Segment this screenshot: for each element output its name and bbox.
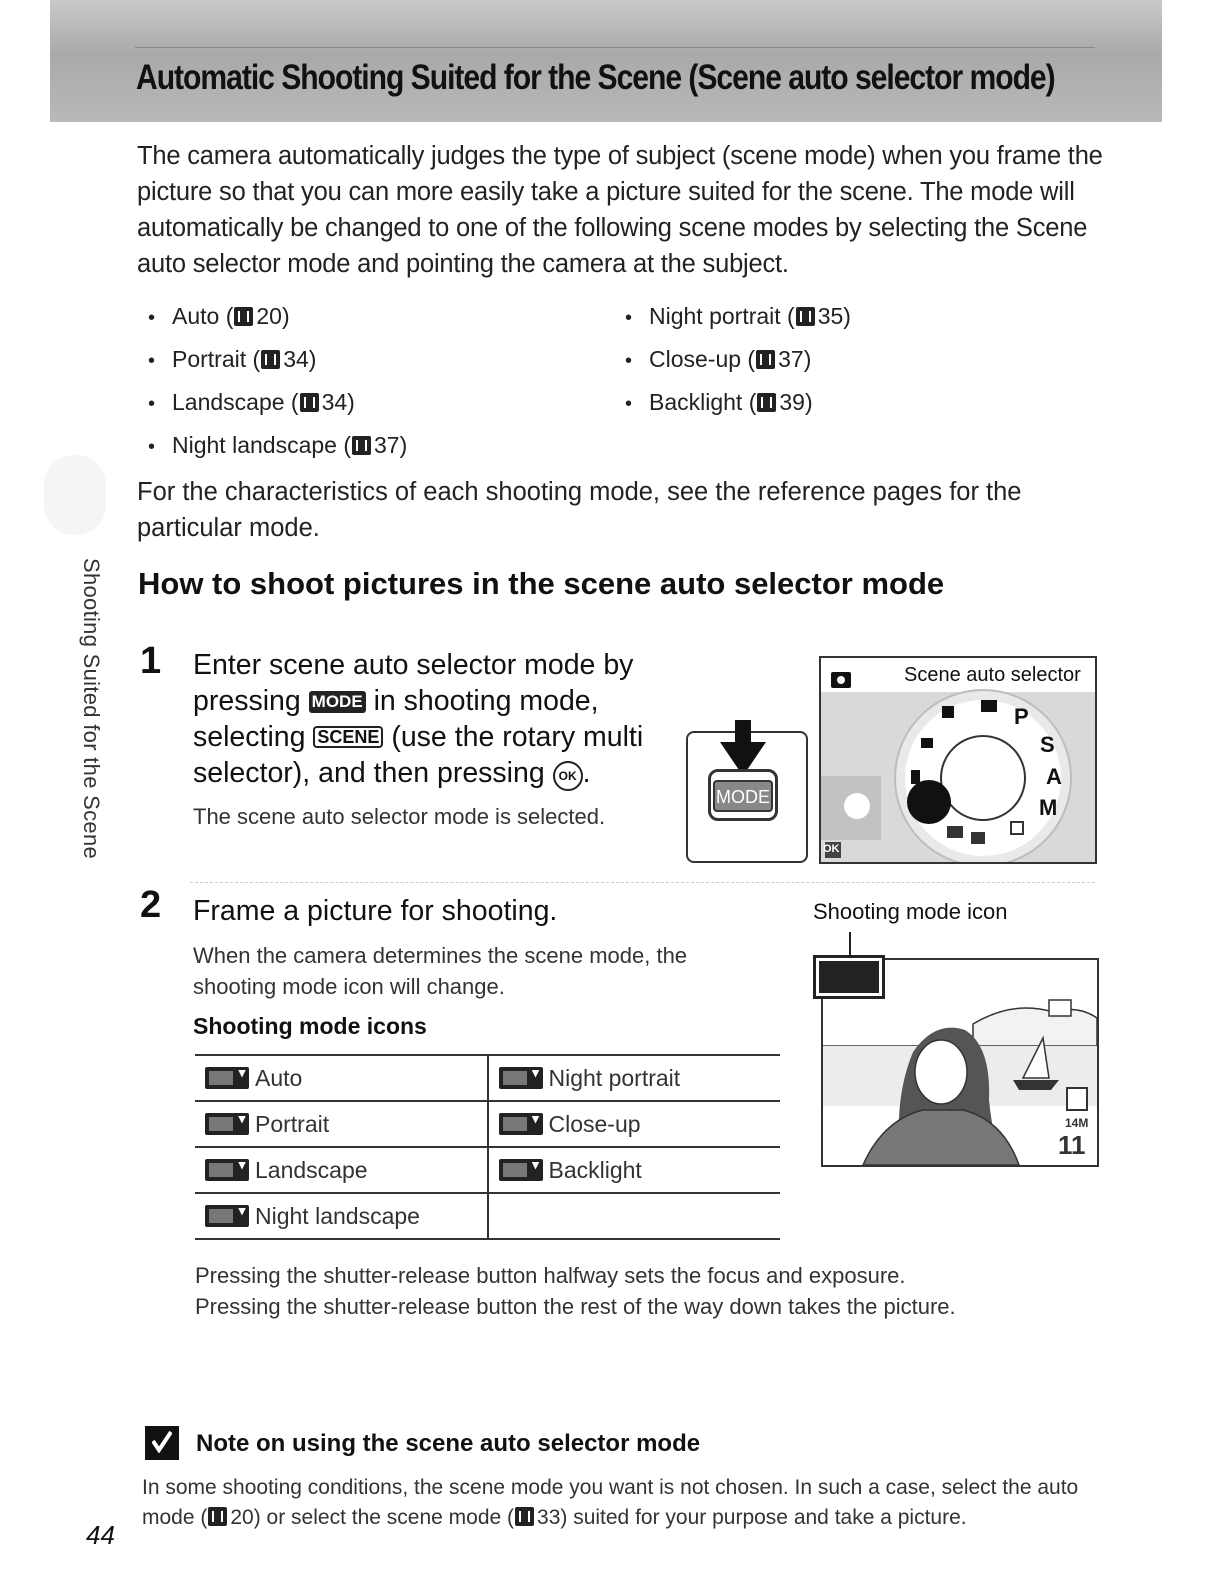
section-heading: How to shoot pictures in the scene auto selector mode <box>138 566 945 601</box>
down-arrow-icon <box>720 720 766 776</box>
page-ref-icon <box>208 1507 227 1526</box>
step-divider <box>190 882 1095 883</box>
table-cell <box>488 1193 781 1239</box>
page-ref-icon <box>234 307 253 326</box>
list-item: • Landscape ( 34) <box>148 389 355 415</box>
page-ref-icon <box>757 393 776 412</box>
page-ref-icon <box>796 307 815 326</box>
table-cell: Portrait <box>195 1101 488 1147</box>
dial-letter-a: A <box>1046 764 1062 789</box>
dial-letter-m: M <box>1039 795 1058 820</box>
shutter-instructions: Pressing the shutter-release button halfway sets the focus and exposure. Pressing the shutter-release button the rest of the way down takes the picture. <box>195 1263 956 1319</box>
auto-mode-icon <box>205 1067 249 1089</box>
scene-auto-selector-label: Scene auto selector <box>904 664 1081 686</box>
table-row <box>195 1101 780 1147</box>
list-item: • Auto ( 20) <box>148 303 290 329</box>
mode-button-face: MODE <box>713 780 773 812</box>
dial-letter-s: S <box>1040 732 1055 757</box>
scene-list-left <box>148 301 618 473</box>
table-cell: Night landscape <box>195 1193 488 1239</box>
close-up-icon <box>499 1113 543 1135</box>
shooting-mode-icon-label: Shooting mode icon <box>813 899 1008 924</box>
mode-key-glyph: MODE <box>309 691 366 713</box>
table-cell: Auto <box>195 1055 488 1101</box>
list-item: • Close-up ( 37) <box>625 346 812 372</box>
page-ref-icon <box>300 393 319 412</box>
mode-dial-graphic <box>821 658 1095 862</box>
side-tab-label: Shooting Suited for the Scene <box>79 558 104 860</box>
list-item: • Portrait ( 34) <box>148 346 317 372</box>
dial-letter-p: P <box>1014 704 1029 729</box>
table-cell: Close-up <box>488 1101 781 1147</box>
side-smudge <box>44 455 106 535</box>
page-title: Automatic Shooting Suited for the Scene (Scene auto selector mode) <box>136 58 1055 97</box>
check-mark-icon <box>152 1431 172 1453</box>
night-portrait-icon <box>499 1067 543 1089</box>
landscape-icon <box>205 1159 249 1181</box>
list-item: • Night portrait ( 35) <box>625 303 851 329</box>
portrait-mode-icon <box>819 961 879 993</box>
title-rule <box>135 47 1095 48</box>
shooting-mode-table <box>195 1054 780 1240</box>
list-item: • Night landscape ( 37) <box>148 432 408 458</box>
page-ref-icon <box>352 436 371 455</box>
ok-button-glyph: OK <box>553 761 583 791</box>
page-ref-icon <box>756 350 775 369</box>
step-number: 2 <box>140 884 162 926</box>
ok-badge: OK <box>823 843 840 855</box>
table-cell: Backlight <box>488 1147 781 1193</box>
intro-paragraph: The camera automatically judges the type of subject (scene mode) when you frame the picture so that you can more easily take a picture suited for the scene. The mode will automatically be changed to one of the following scene modes by selecting the Scene auto selector mode and pointing the camera at the subject. <box>137 142 1103 278</box>
table-row <box>195 1193 780 1239</box>
step-number: 1 <box>140 640 162 682</box>
table-row <box>195 1147 780 1193</box>
step1-title: Enter scene auto selector mode by pressing MODE in shooting mode, selecting SCENE (use the rotary multi selector), and then pressing OK . <box>193 649 644 789</box>
frames-remaining: 11 <box>1058 1130 1086 1160</box>
backlight-icon <box>499 1159 543 1181</box>
table-row <box>195 1055 780 1101</box>
image-size-indicator: 14M <box>1065 1116 1089 1130</box>
scene-glyph: SCENE <box>313 726 383 748</box>
page-ref-icon <box>261 350 280 369</box>
list-item: • Backlight ( 39) <box>625 389 813 415</box>
note-body: In some shooting conditions, the scene mode you want is not chosen. In such a case, select the auto mode ( 20) or select the scene mode ( 33) suited for your purpose and take a picture. <box>142 1476 1079 1529</box>
step2-desc: When the camera determines the scene mode, the shooting mode icon will change. <box>193 943 688 999</box>
scene-list-right <box>625 301 1095 430</box>
night-landscape-icon <box>205 1205 249 1227</box>
step1-desc: The scene auto selector mode is selected. <box>193 804 606 829</box>
step2-title: Frame a picture for shooting. <box>193 895 558 927</box>
mode-dial-screen <box>819 656 1097 864</box>
table-cell: Landscape <box>195 1147 488 1193</box>
table-cell: Night portrait <box>488 1055 781 1101</box>
page-ref-icon <box>515 1507 534 1526</box>
characteristics-note: For the characteristics of each shooting mode, see the reference pages for the particular mode. <box>137 478 1022 542</box>
shooting-mode-icons-heading: Shooting mode icons <box>193 1013 427 1039</box>
page-number: 44 <box>86 1520 115 1550</box>
note-heading: Note on using the scene auto selector mode <box>196 1430 701 1457</box>
portrait-icon <box>205 1113 249 1135</box>
